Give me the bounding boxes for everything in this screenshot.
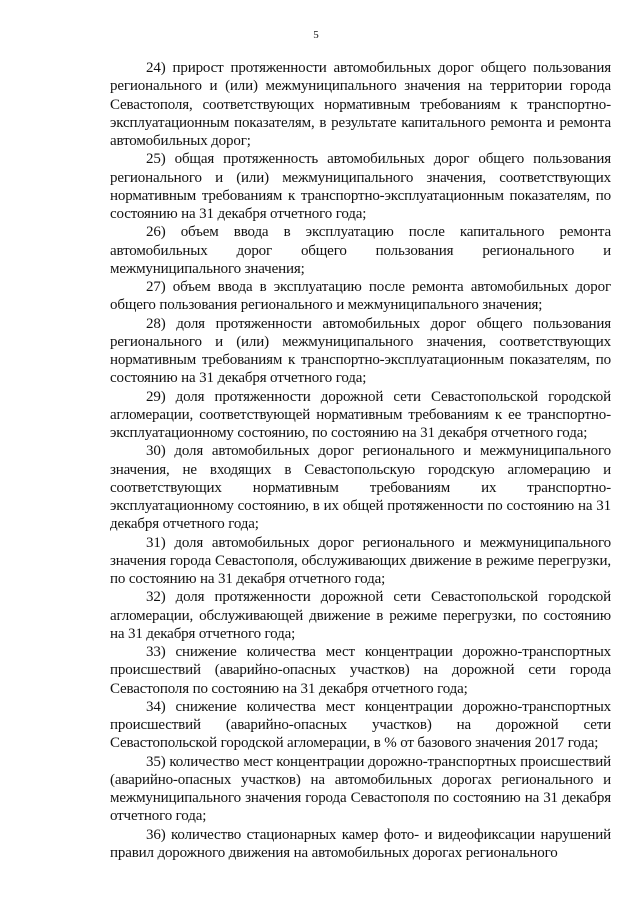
list-item-33: 33) снижение количества мест концентрации дорожно-транспортных происшествий (аварийно-опасных участков) на дорожной сети города Севастополя по состоянию на 31 декабря отчетного года; (110, 644, 611, 697)
list-item-34: 34) снижение количества мест концентрации дорожно-транспортных происшествий (аварийно-опасных участков) на дорожной сети Севастопольской городской агломерации, в % от базового значения 2017 года; (110, 698, 611, 752)
page-number: 5 (313, 29, 319, 41)
list-item-29: 29) доля протяженности дорожной сети Севастопольской городской агломерации, соответствующей нормативным требованиям к ее транспортно-эксплуатационному состоянию, по состоянию на 31 декабря отчетного года; (110, 388, 611, 441)
list-item-28: 28) доля протяженности автомобильных дорог общего пользования регионального и (или) межмуниципального значения, соответствующих нормативным требованиям к транспортно-эксплуатационным показателям, по состоянию на 31 декабря отчетного года; (110, 315, 611, 387)
list-item-30: 30) доля автомобильных дорог регионального и межмуниципального значения, не входящих в Севастопольскую городскую агломерацию и соответствующих нормативным требованиям их транспортно-эксплуатационному состоянию, в их общей протяженности по состоянию на 31 декабря отчетного года; (110, 443, 611, 533)
list-item-32: 32) доля протяженности дорожной сети Севастопольской городской агломерации, обслуживающей движение в режиме перегрузки, по состоянию на 31 декабря отчетного года; (110, 589, 611, 642)
list-item-27: 27) объем ввода в эксплуатацию после ремонта автомобильных дорог общего пользования регионального и межмуниципального значения; (110, 279, 611, 314)
list-item-26: 26) объем ввода в эксплуатацию после капитального ремонта автомобильных дорог общего пользования регионального и межмуниципального значения; (110, 224, 611, 277)
list-item-31: 31) доля автомобильных дорог регионального и межмуниципального значения города Севастополя, обслуживающих движение в режиме перегрузки, по состоянию на 31 декабря отчетного года; (110, 534, 611, 587)
document-body (110, 59, 611, 862)
list-item-35: 35) количество мест концентрации дорожно-транспортных происшествий (аварийно-опасных участков) на автомобильных дорогах регионального и межмуниципального значения города Севастополя по состоянию на 31 декабря отчетного года; (110, 753, 611, 825)
list-item-25: 25) общая протяженность автомобильных дорог общего пользования регионального и (или) межмуниципального значения, соответствующих нормативным требованиям к транспортно-эксплуатационным показателям, по состоянию на 31 декабря отчетного года; (110, 151, 611, 222)
list-item-36: 36) количество стационарных камер фото- и видеофиксации нарушений правил дорожного движения на автомобильных дорогах регионального (110, 826, 611, 861)
list-item-24: 24) прирост протяженности автомобильных дорог общего пользования регионального и (или) межмуниципального значения на территории города Севастополя, соответствующих нормативным требованиям к транспортно-эксплуатационным показателям, в результате капитального ремонта и ремонта автомобильных дорог; (110, 60, 611, 149)
